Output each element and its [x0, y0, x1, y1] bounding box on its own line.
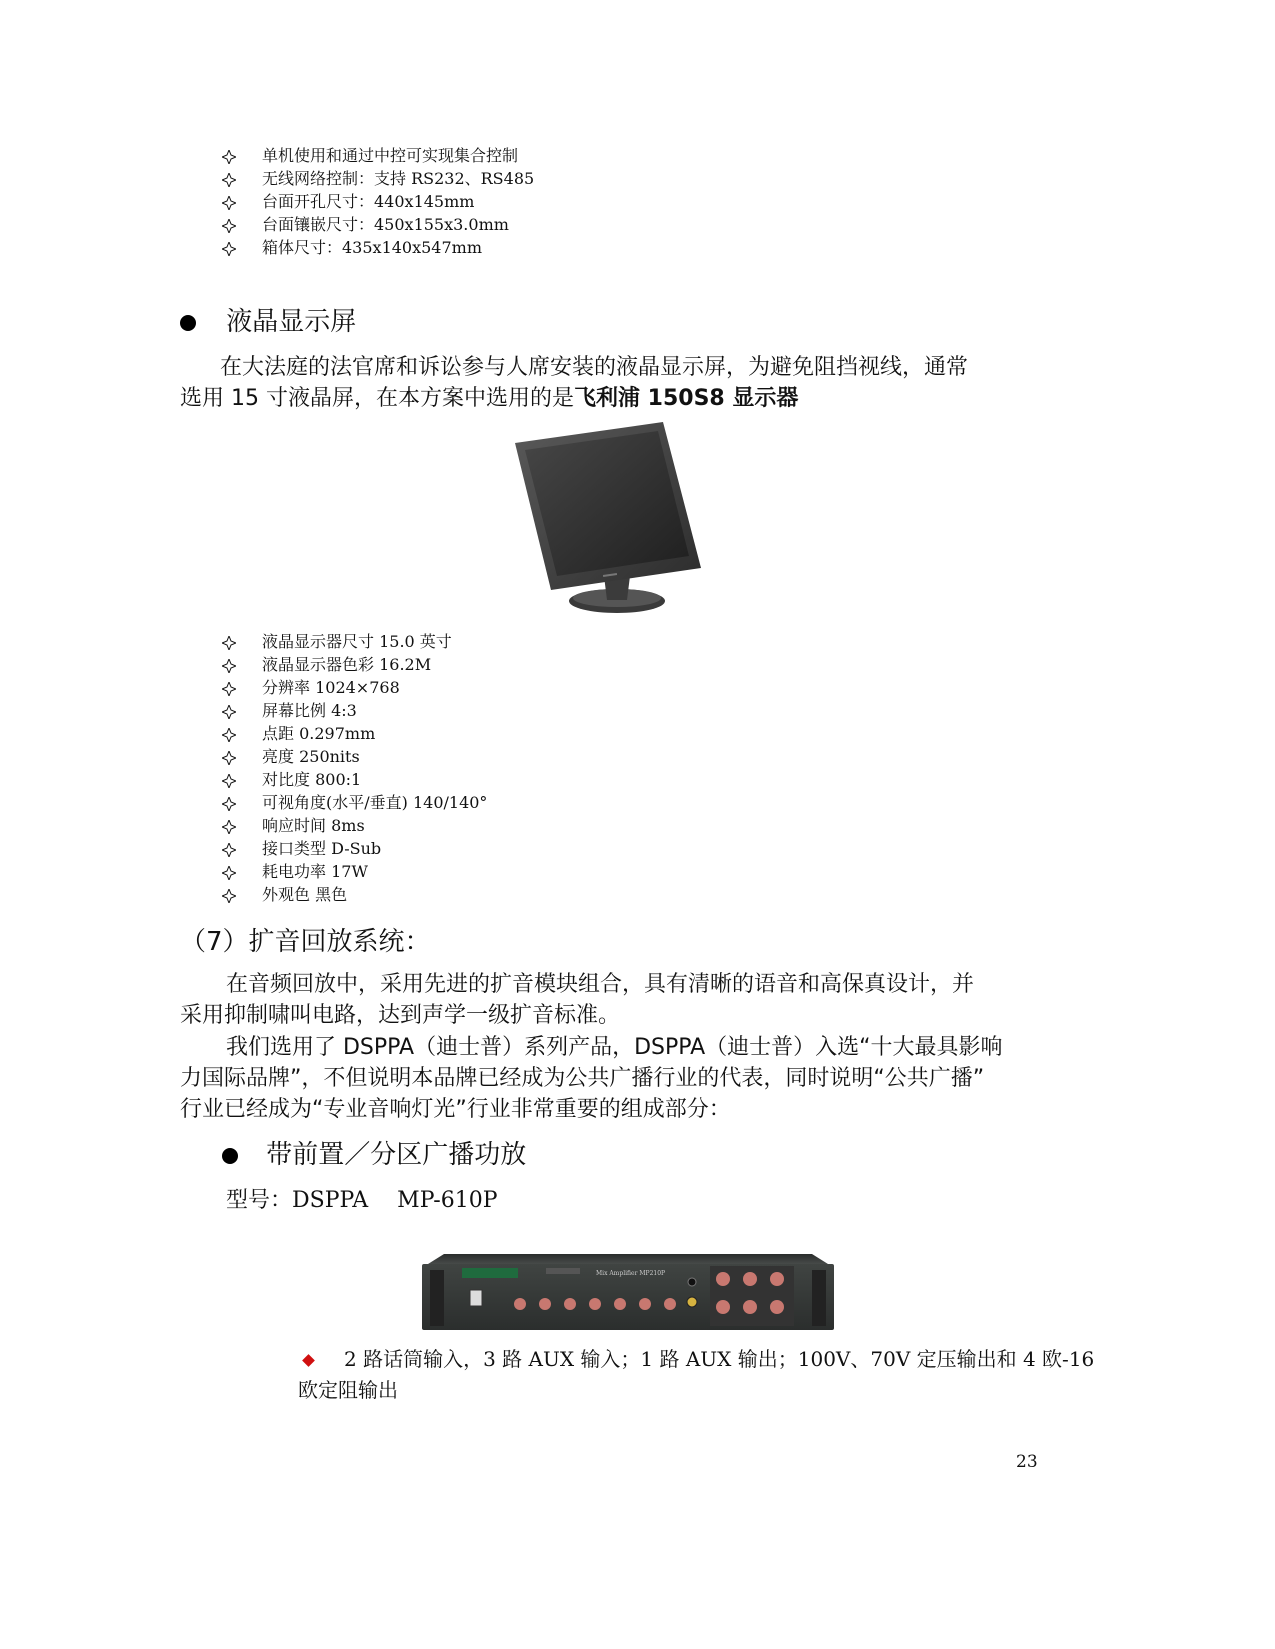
diamond-bullet-icon	[222, 883, 238, 907]
list-item	[222, 236, 742, 260]
paragraph-line: 我们选用了 DSPPA（迪士普）系列产品，DSPPA（迪士普）入选“十大最具影响	[226, 1035, 1003, 1060]
diamond-bullet-icon	[222, 837, 238, 861]
page-number: 23	[1016, 1452, 1038, 1472]
amp-model: 型号：DSPPA MP-610P	[226, 1188, 498, 1213]
list-item	[222, 653, 642, 677]
list-item-text: 可视角度(水平/垂直) 140/140°	[262, 793, 488, 812]
list-item-text: 液晶显示器色彩 16.2M	[262, 655, 432, 674]
list-item-text: 分辨率 1024×768	[262, 678, 400, 697]
list-item	[222, 791, 642, 815]
list-item-text: 点距 0.297mm	[262, 724, 376, 743]
lcd-paragraph-line: 在大法庭的法官席和诉讼参与人席安装的液晶显示屏，为避免阻挡视线，通常	[220, 355, 969, 380]
diamond-bullet-icon	[222, 791, 238, 815]
list-item-text: 无线网络控制：支持 RS232、RS485	[262, 169, 535, 188]
lcd-model-name: 飞利浦 150S8 显示器	[573, 386, 799, 411]
list-item	[222, 144, 742, 168]
bullet-dot-icon	[180, 315, 196, 331]
diamond-bullet-icon	[222, 699, 238, 723]
list-item	[222, 722, 642, 746]
list-item-text: 台面开孔尺寸：440x145mm	[262, 192, 475, 211]
bullet-dot-icon	[222, 1148, 238, 1164]
amp-feature-continuation: 欧定阻输出	[298, 1378, 398, 1402]
list-item-text: 外观色 黑色	[262, 885, 348, 904]
lcd-heading-text: 液晶显示屏	[226, 307, 357, 337]
diamond-bullet-icon	[222, 190, 238, 214]
amp-feature-text: 2 路话筒输入，3 路 AUX 输入；1 路 AUX 输出；100V、70V 定压输出和 4 欧-16	[344, 1347, 1095, 1371]
lcd-paragraph-line	[180, 384, 798, 414]
list-item	[222, 630, 642, 654]
list-item	[222, 190, 742, 214]
diamond-bullet-icon	[222, 722, 238, 746]
red-diamond-bullet-icon	[302, 1354, 315, 1367]
diamond-bullet-icon	[222, 630, 238, 654]
paragraph-line: 行业已经成为“专业音响灯光”行业非常重要的组成部分：	[180, 1097, 731, 1122]
list-item-text: 台面镶嵌尺寸：450x155x3.0mm	[262, 215, 509, 234]
diamond-bullet-icon	[222, 860, 238, 884]
list-item	[222, 860, 642, 884]
list-item	[222, 167, 742, 191]
diamond-bullet-icon	[222, 144, 238, 168]
list-item	[222, 213, 742, 237]
diamond-bullet-icon	[222, 653, 238, 677]
list-item-text: 屏幕比例 4:3	[262, 701, 357, 720]
lcd-paragraph-text: 选用 15 寸液晶屏，在本方案中选用的是	[180, 386, 574, 411]
amp-heading	[222, 1138, 526, 1172]
lcd-heading	[180, 305, 356, 339]
list-item	[222, 883, 642, 907]
diamond-bullet-icon	[222, 167, 238, 191]
paragraph-line: 采用抑制啸叫电路，达到声学一级扩音标准。	[180, 1003, 621, 1028]
paragraph-line: 在音频回放中，采用先进的扩音模块组合，具有清晰的语音和高保真设计，并	[226, 972, 975, 997]
list-item-text: 接口类型 D-Sub	[262, 839, 382, 858]
amplifier-image	[418, 1252, 838, 1332]
amp-panel-brand: Mix Amplifier MP210P	[596, 1270, 666, 1277]
amp-heading-text: 带前置／分区广播功放	[266, 1140, 527, 1170]
list-item	[222, 768, 642, 792]
list-item	[222, 814, 642, 838]
list-item-text: 液晶显示器尺寸 15.0 英寸	[262, 632, 452, 651]
section-title: （7）扩音回放系统：	[180, 927, 431, 957]
list-item	[222, 699, 642, 723]
lcd-monitor-image	[505, 418, 715, 618]
diamond-bullet-icon	[222, 814, 238, 838]
diamond-bullet-icon	[222, 213, 238, 237]
list-item	[222, 676, 642, 700]
list-item-text: 响应时间 8ms	[262, 816, 365, 835]
amp-feature	[304, 1344, 1094, 1375]
diamond-bullet-icon	[222, 745, 238, 769]
list-item-text: 耗电功率 17W	[262, 862, 368, 881]
paragraph-line: 力国际品牌”，不但说明本品牌已经成为公共广播行业的代表，同时说明“公共广播”	[180, 1066, 985, 1091]
list-item-text: 对比度 800:1	[262, 770, 362, 789]
list-item-text: 单机使用和通过中控可实现集合控制	[262, 146, 519, 165]
list-item-text: 亮度 250nits	[262, 747, 360, 766]
diamond-bullet-icon	[222, 236, 238, 260]
list-item	[222, 745, 642, 769]
diamond-bullet-icon	[222, 768, 238, 792]
list-item-text: 箱体尺寸：435x140x547mm	[262, 238, 483, 257]
diamond-bullet-icon	[222, 676, 238, 700]
list-item	[222, 837, 642, 861]
